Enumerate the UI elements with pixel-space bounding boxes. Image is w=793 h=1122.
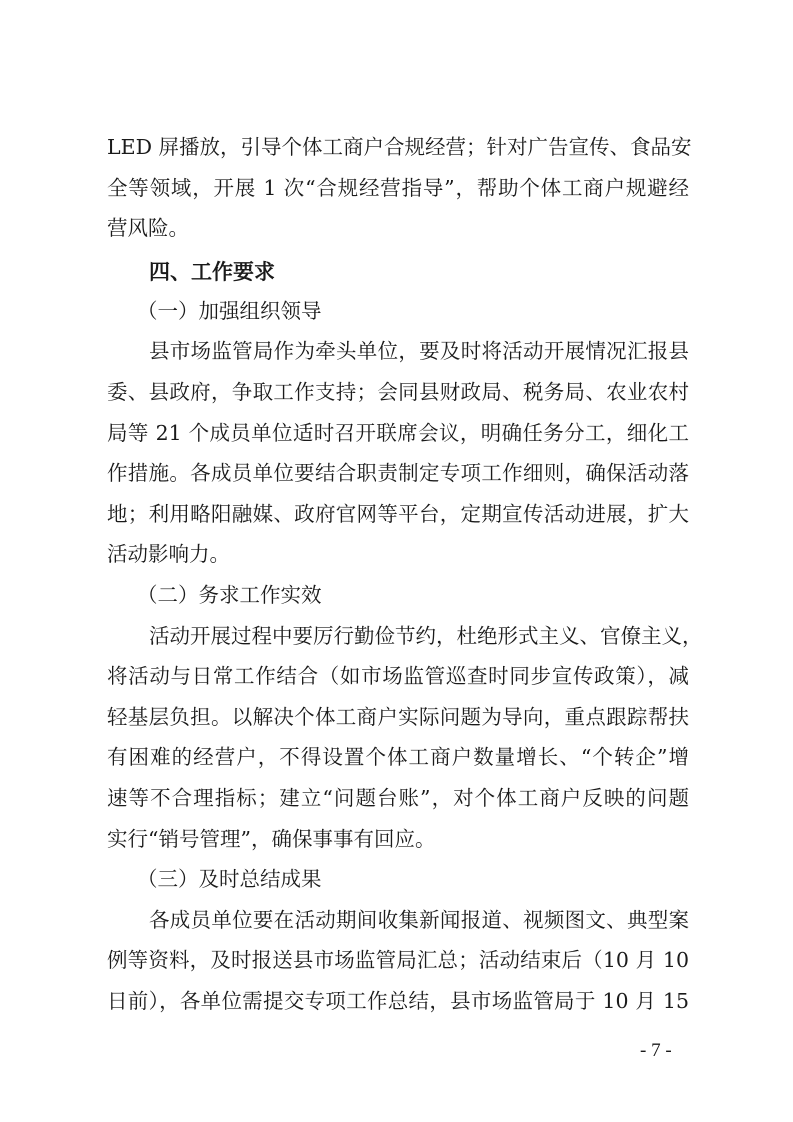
paragraph-line: 局等 21 个成员单位适时召开联席会议，明确任务分工，细化工 bbox=[107, 420, 689, 445]
paragraph-line: 轻基层负担。以解决个体工商户实际问题为导向，重点跟踪帮扶 bbox=[107, 704, 689, 729]
paragraph-line: 委、县政府，争取工作支持；会同县财政局、税务局、农业农村 bbox=[107, 379, 689, 404]
subsection-heading: （二）务求工作实效 bbox=[137, 582, 322, 607]
document-body bbox=[107, 127, 703, 1021]
paragraph-line: 全等领域，开展 1 次“合规经营指导”，帮助个体工商户规避经 bbox=[107, 175, 689, 200]
subsection-heading: （三）及时总结成果 bbox=[137, 867, 322, 892]
paragraph-line: 实行“销号管理”，确保事事有回应。 bbox=[107, 826, 436, 851]
paragraph-line: LED 屏播放，引导个体工商户合规经营；针对广告宣传、食品安 bbox=[107, 135, 692, 159]
paragraph-line: 例等资料，及时报送县市场监管局汇总；活动结束后（10 月 10 bbox=[107, 948, 689, 973]
paragraph-line: 地；利用略阳融媒、政府官网等平台，定期宣传活动进展，扩大 bbox=[107, 501, 689, 526]
paragraph-line: 作措施。各成员单位要结合职责制定专项工作细则，确保活动落 bbox=[107, 461, 689, 486]
subsection-heading: （一）加强组织领导 bbox=[137, 298, 322, 323]
paragraph-line: 有困难的经营户，不得设置个体工商户数量增长、“个转企”增 bbox=[107, 745, 689, 770]
paragraph-line: 各成员单位要在活动期间收集新闻报道、视频图文、典型案 bbox=[149, 907, 689, 932]
paragraph-line: 速等不合理指标；建立“问题台账”，对个体工商户反映的问题 bbox=[107, 785, 689, 810]
paragraph-line: 日前），各单位需提交专项工作总结，县市场监管局于 10 月 15 bbox=[107, 988, 689, 1013]
paragraph-line: 营风险。 bbox=[107, 216, 189, 241]
paragraph-line: 活动影响力。 bbox=[107, 542, 230, 567]
paragraph-line: 将活动与日常工作结合（如市场监管巡查时同步宣传政策），减 bbox=[107, 664, 689, 689]
paragraph-line: 县市场监管局作为牵头单位，要及时将活动开展情况汇报县 bbox=[149, 339, 689, 364]
paragraph-line: 活动开展过程中要厉行勤俭节约，杜绝形式主义、官僚主义， bbox=[149, 623, 703, 648]
section-heading: 四、工作要求 bbox=[149, 259, 275, 284]
page-number: - 7 - bbox=[640, 1040, 672, 1061]
